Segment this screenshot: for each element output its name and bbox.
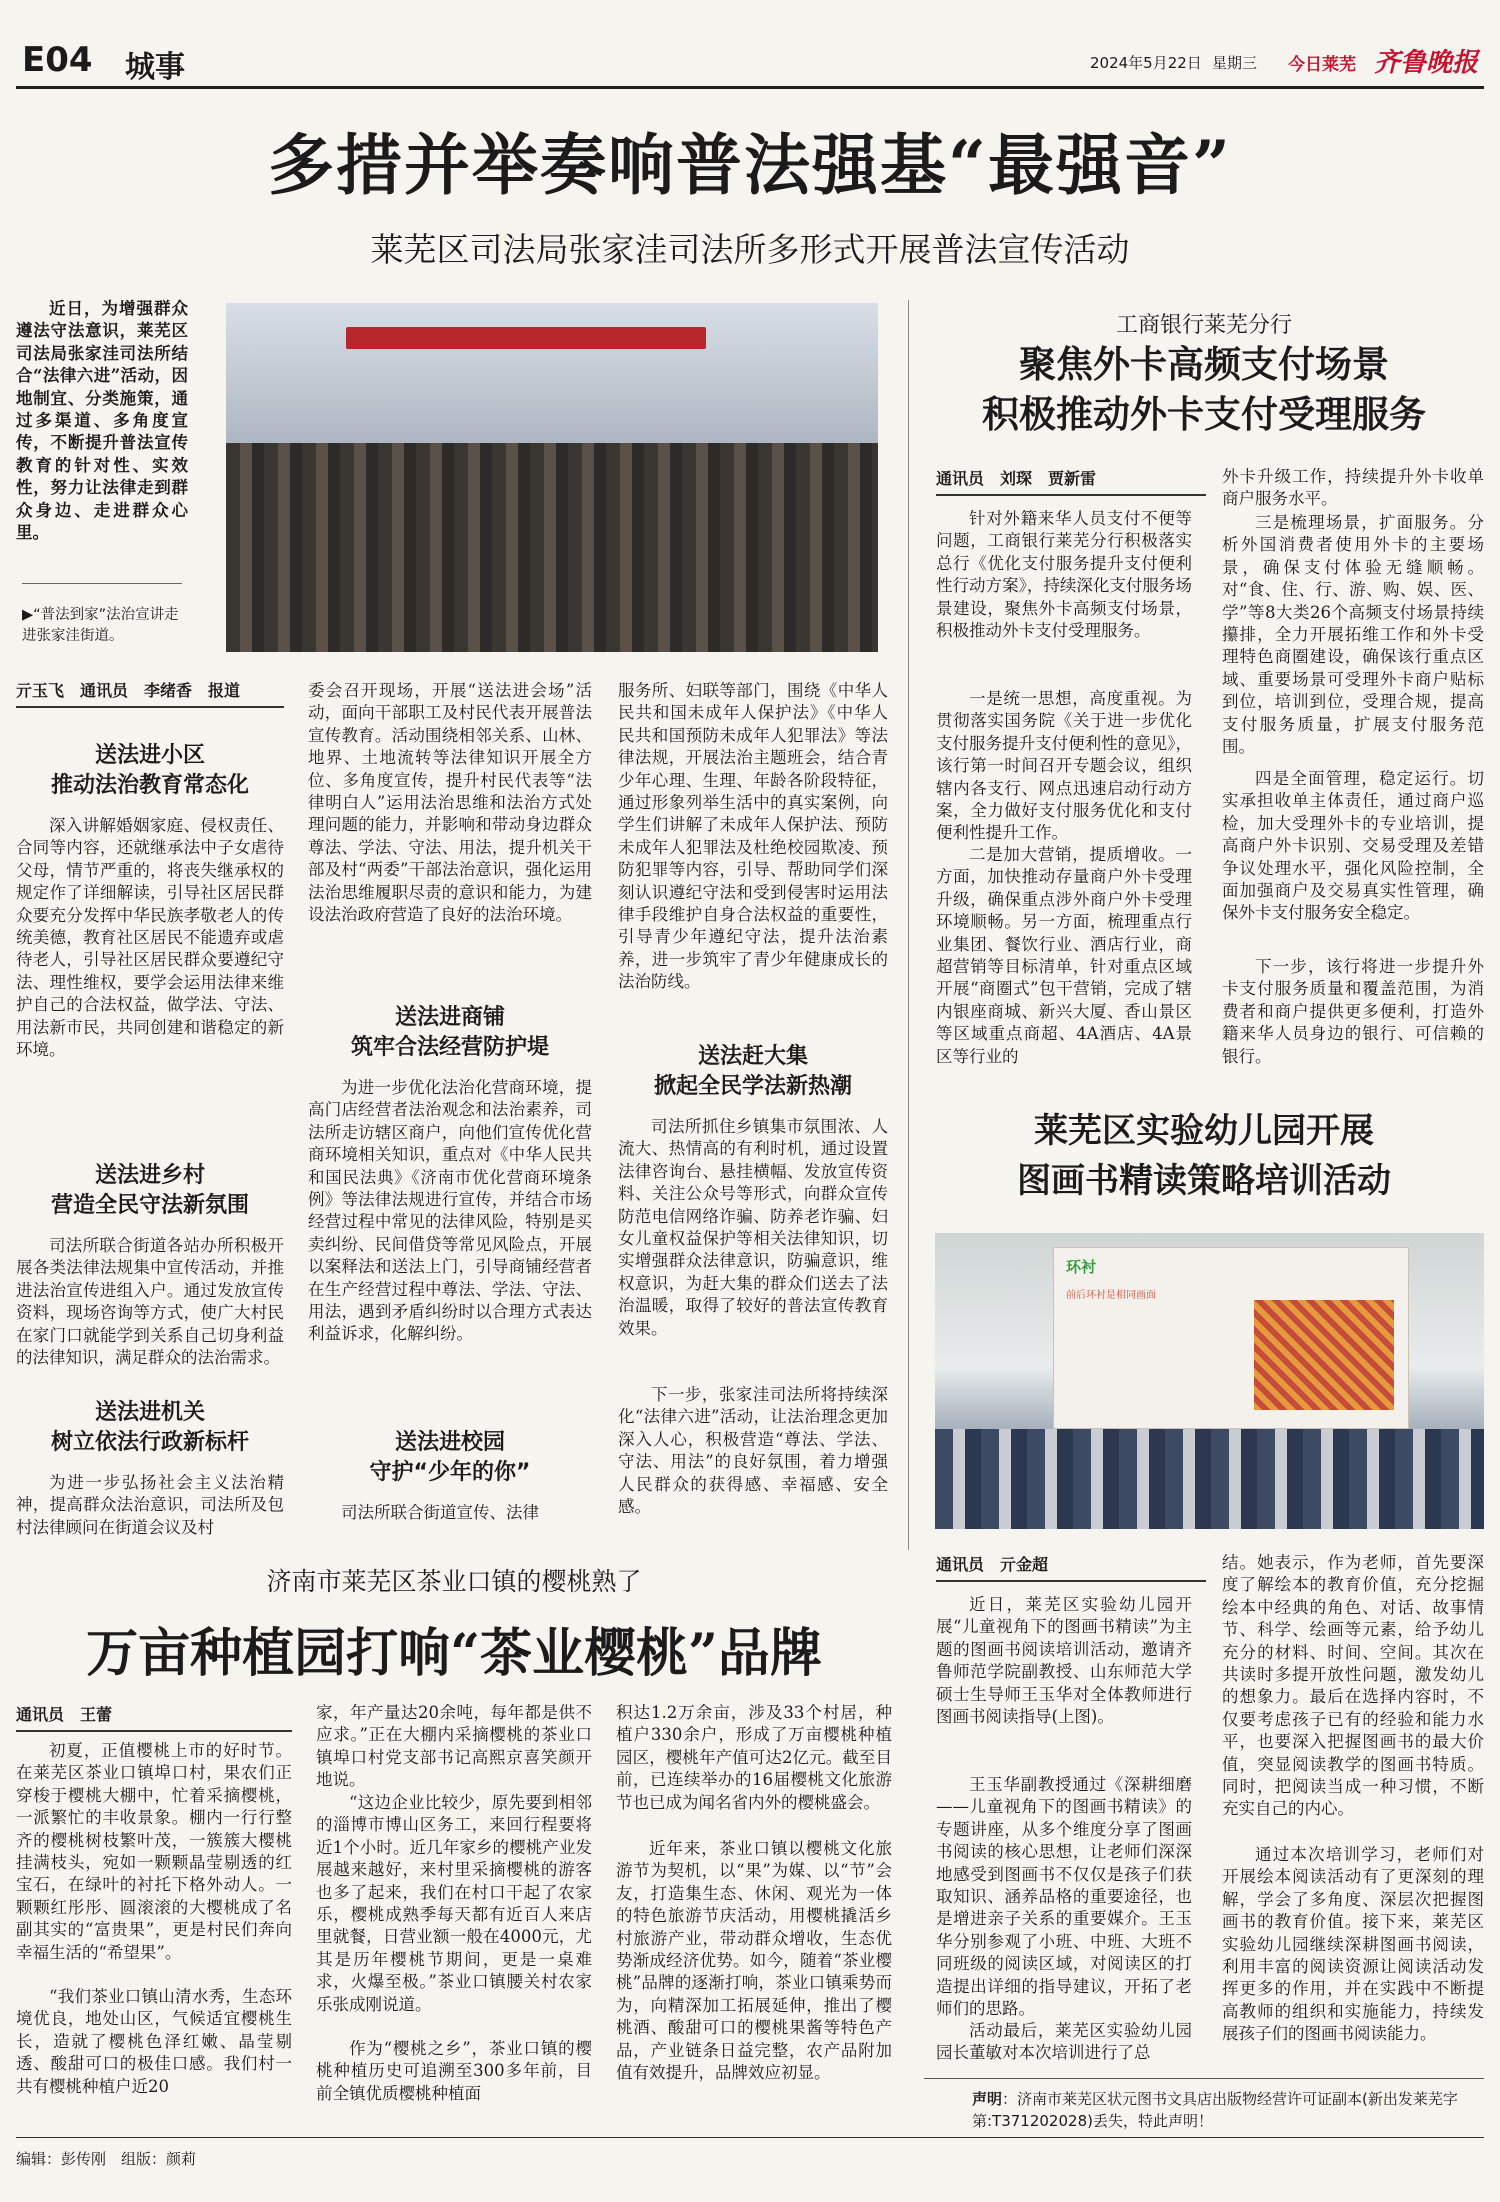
a4-para3: 家，年产量达20余吨，每年都是供不应求。”正在大棚内采摘樱桃的茶业口镇埠口村党支部书记高熙京喜笑颜开地说。 [316,1703,592,1790]
a3-photo-training [935,1233,1484,1529]
a2-para4: 外卡升级工作，持续提升外卡收单商户服务水平。 [1222,467,1484,509]
issue-weekday: 星期三 [1212,54,1258,72]
a4-byline: 通讯员 王蕾 [16,1702,292,1732]
audience-teachers [935,1429,1484,1529]
a2-headline-1: 聚焦外卡高频支付场景 [1019,342,1389,386]
a1-para5: 为进一步优化法治化营商环境，提高门店经营者法治观念和法治素养，司法所走访辖区商户，向他们宣传优化营商环境相关知识，重点对《中华人民共和国民法典》《济南市优化营商环境条例》等法律法规进行宣传，并结合市场经营过程中常见的法律风险，特别是买卖纠纷、民间借贷等常见风险点，开展以案释法和送法上门，引导商铺经营者在生产经营过程中尊法、学法、守法、用法，遇到矛盾纠纷时以合理方式表达利益诉求，化解纠纷。 [308,1078,592,1344]
a4-kicker-text: 济南市莱芜区茶业口镇的樱桃熟了 [266,1567,642,1596]
a1-sub1b: 推动法治教育常态化 [50,773,249,798]
a1-byline: 亓玉飞 通讯员 李绪香 报道 [16,678,284,708]
a4-para6: 积达1.2万余亩，涉及33个村居，种植户330余户，形成了万亩樱桃种植园区，樱桃年产值可达2亿元。截至目前，已连续举办的16届樱桃文化旅游节也已成为闻名省内外的樱桃盛会。 [616,1703,892,1812]
a4-para2: “我们茶业口镇山清水秀，生态环境优良，地处山区，气候适宜樱桃生长，造就了樱桃色泽红嫩、晶莹剔透、酸甜可口的极佳口感。我们村一共有樱桃种植户近20 [16,1987,292,2096]
a4-kicker [16,1562,892,1598]
a1-sub4: 送法进商铺 [394,1005,505,1030]
a3-byline: 通讯员 亓金超 [936,1552,1206,1582]
a1-subheadline: 莱芜区司法局张家洼司法所多形式开展普法宣传活动 [370,230,1130,269]
a2-para1: 针对外籍来华人员支付不便等问题，工商银行莱芜分行积极落实总行《优化支付服务提升支付便利性行动方案》，持续深化支付服务场景建设，聚焦外卡高频支付场景，积极推动外卡支付受理服务。 [936,509,1192,641]
masthead-logo: 齐鲁晚报 [1374,48,1479,78]
a4-para5: 作为“樱桃之乡”，茶业口镇的樱桃种植历史可追溯至300多年前，目前全镇优质樱桃种植面 [316,2039,592,2103]
header-rule [16,86,1484,89]
page-number: E04 [22,40,93,80]
a4-para4: “这边企业比较少，原先要到相邻的淄博市博山区务工，来回行程要将近1个小时。近几年家乡的樱桃产业发展越来越好，来村里采摘樱桃的游客也多了起来，我们在村口干起了农家乐，樱桃成熟季每天都有近百人来店里就餐，日营业额一般在4000元，尤其是历年樱桃节期间，更是一桌难求，火爆至极。”茶业口镇腰关村农家乐张成刚说道。 [316,1793,592,2014]
a1-para4: 委会召开现场，开展“送法进会场”活动，面向干部职工及村民代表开展普法宣传教育。活动围绕相邻关系、山林、地界、土地流转等法律知识开展全方位、多角度宣传，提升村民代表等“法律明白人”运用法治思维和法治方式处理问题的能力，并影响和带动身边群众尊法、学法、守法、用法，提升机关干部及村“两委”干部法治意识，强化运用法治思维履职尽责的意识和能力，为建设法治政府营造了良好的法治环境。 [308,681,592,925]
a1-sub2b: 营造全民守法新氛围 [50,1193,249,1218]
a1-sub2: 送法进乡村 [94,1163,205,1188]
a1-para1: 深入讲解婚姻家庭、侵权责任、合同等内容，还就继承法中子女虐待父母，情节严重的，将丧失继承权的规定作了详细解读，引导社区居民群众要充分发挥中华民族孝敬老人的传统美德，教育社区居民不能遗弃或虐待老人，引导社区居民群众要遵纪守法、理性维权，要学会运用法律来维护自己的合法权益，做学法、守法、用法新市民，共同创建和谐稳定的新环境。 [16,816,284,1060]
slide-logo: 环衬 [1066,1258,1097,1276]
a2-kicker: 工商银行莱芜分行 [1115,313,1292,338]
a3-para4: 结。她表示，作为老师，首先要深度了解绘本的教育价值，充分挖掘绘本中经典的角色、对话、故事情节、科学、绘画等元素，给予幼儿充分的材料、时间、空间。其次在共读时多提开放性问题，激发幼儿的想象力。最后在选择内容时，不仅要考虑孩子已有的经验和能力水平，也要深入把握图画书的最大价值，突显阅读教学的图画书特质。同时，把阅读当成一种习惯，不断充实自己的内心。 [1222,1553,1484,1819]
a3-para1: 近日，莱芜区实验幼儿园开展“儿童视角下的图画书精读”为主题的图画书阅读培训活动，邀请齐鲁师范学院副教授、山东师范大学硕士生导师王玉华对全体教师进行图画书阅读指导(上图)。 [936,1595,1192,1727]
a1-sub1: 送法进小区 [94,743,205,768]
projector-slide [1053,1247,1409,1429]
a1-para8: 司法所抓住乡镇集市氛围浓、人流大、热情高的有利时机，通过设置法律咨询台、悬挂横幅、发放宣传资料、关注公众号等形式，向群众宣传防范电信网络诈骗、防养老诈骗、妇女儿童权益保护等相关法律知识，切实增强群众法律意识，防骗意识，维权意识，为赶大集的群众们送去了法治温暖，取得了较好的普法宣传教育效果。 [618,1117,888,1338]
editor-credit: 编辑：彭传刚 组版：颜莉 [16,2150,197,2168]
a1-para3: 为进一步弘扬社会主义法治精神，提高群众法治意识，司法所及包村法律顾问在街道会议及村 [16,1473,284,1537]
a2-byline: 通讯员 刘琛 贾新雷 [936,466,1206,496]
a4-para1: 初夏，正值樱桃上市的好时节。在莱芜区茶业口镇埠口村，果农们正穿梭于樱桃大棚中，忙着采摘樱桃，一派繁忙的丰收景象。棚内一行行整齐的樱桃树枝繁叶茂，一簇簇大樱桃挂满枝头，宛如一颗颗晶莹剔透的红宝石，在绿叶的衬托下格外动人。一颗颗红彤彤、圆滚滚的大樱桃成了名副其实的“富贵果”，更是村民们奔向幸福生活的“希望果”。 [16,1741,292,1962]
a1-lead: 近日，为增强群众遵法守法意识，莱芜区司法局张家洼司法所结合“法律六进”活动，因地制宜、分类施策，通过多渠道、多角度宣传，不断提升普法宣传教育的针对性、实效性，努力让法律走到群众身边、走进群众心里。 [16,299,188,543]
a1-photo-lecture [226,303,878,652]
a2-para7: 下一步，该行将进一步提升外卡支付服务质量和覆盖范围，为消费者和商户提供更多便利，打造外籍来华人员身边的银行、可信赖的银行。 [1222,957,1484,1066]
audience [226,443,878,652]
a1-para6: 司法所联合街道宣传、法律 [341,1503,539,1522]
a3-para3: 活动最后，莱芜区实验幼儿园园长董敏对本次培训进行了总 [936,2021,1192,2063]
a1-sub5b: 守护“少年的你” [369,1460,531,1485]
notice-text: ：济南市莱芜区状元图书文具店出版物经营许可证副本(新出发莱芜字第:T371202028)丢失，特此声明！ [972,2090,1458,2130]
a1-sub3: 送法进机关 [94,1400,205,1425]
a1-para2: 司法所联合街道各站办所积极开展各类法律法规集中宣传活动，并推进法治宣传进组入户。通过发放宣传资料，现场咨询等方式，使广大村民在家门口就能学到关系自己切身利益的法律知识，满足群众的法治需求。 [16,1236,284,1368]
legal-notice [972,2088,1484,2132]
a1-sub6b: 掀起全民学法新热潮 [653,1074,852,1099]
a3-para5: 通过本次培训学习，老师们对开展绘本阅读活动有了更深刻的理解，学会了多角度、深层次把握图画书的教育价值。接下来，莱芜区实验幼儿园继续深耕图画书阅读，利用丰富的阅读资源让阅读活动发挥更多的作用，并在实践中不断提高教师的组织和实施能力，持续发展孩子们的图画书阅读能力。 [1222,1845,1484,2044]
a1-lead-divider [22,583,182,584]
a3-headline-1: 莱芜区实验幼儿园开展 [1034,1111,1374,1151]
notice-rule [924,2078,1484,2079]
a1-sub6: 送法赶大集 [697,1044,808,1069]
a1-para7: 服务所、妇联等部门，围绕《中华人民共和国未成年人保护法》《中华人民共和国预防未成年人犯罪法》等法律法规，开展法治主题班会，结合青少年心理、生理、年龄各阶段特征，通过形象列举生活中的真实案例，向学生们讲解了未成年人保护法、预防未成年人犯罪法及杜绝校园欺凌、预防犯罪等内容，引导、帮助同学们深刻认识遵纪守法和受到侵害时运用法律手段维护自身合法权益的重要性，引导青少年遵纪守法，提升法治素养，进一步筑牢了青少年健康成长的法治防线。 [618,681,888,992]
a2-para2: 一是统一思想，高度重视。为贯彻落实国务院《关于进一步优化支付服务提升支付便利性的意见》，该行第一时间召开专题会议，组织辖内各支行、网点迅速启动行动方案，全力做好支付服务优化和支付便利性提升工作。 [936,689,1192,843]
section-name: 城事 [125,50,185,85]
footer-rule [16,2137,1484,2138]
notice-label: 声明 [972,2090,1003,2108]
stage-banner [346,327,706,349]
issue-date: 2024年5月22日 [1090,54,1202,72]
a1-sub5: 送法进校园 [394,1430,505,1455]
a2-headline-2: 积极推动外卡支付受理服务 [982,392,1426,436]
a1-sub4b: 筑牢合法经营防护堤 [350,1035,549,1060]
a3-para2: 王玉华副教授通过《深耕细磨——儿童视角下的图画书精读》的专题讲座，从多个维度分享了图画书阅读的核心思想，让老师们深深地感受到图画书不仅仅是孩子们获取知识、涵养品格的重要途径，也是增进亲子关系的重要媒介。王玉华分别参观了小班、中班、大班不同班级的阅读区域，对阅读区的打造提出详细的指导建议，开拓了老师们的思路。 [936,1775,1192,2019]
a2-para6: 四是全面管理，稳定运行。切实承担收单主体责任，通过商户巡检，加大受理外卡的专业培训，提高商户外卡识别、交易受理及差错争议处理水平，强化风险控制，全面加强商户及交易真实性管理，确保外卡支付服务安全稳定。 [1222,769,1484,923]
a4-para7: 近年来，茶业口镇以樱桃文化旅游节为契机，以“果”为媒、以“节”会友，打造集生态、休闲、观光为一体的特色旅游节庆活动，用樱桃撬活乡村旅游产业，带动群众增收，生态优势渐成经济优势。如今，随着“茶业樱桃”品牌的逐渐打响，茶业口镇乘势而为，向精深加工拓展延伸，推出了樱桃酒、酸甜可口的樱桃果酱等特色产品，产业链条日益完整，农产品附加值有效提升，品牌效应初显。 [616,1839,892,2083]
a4-headline: 万亩种植园打响“茶业樱桃”品牌 [86,1623,822,1684]
edition-tag: 今日莱芜 [1288,55,1356,75]
a1-headline: 多措并举奏响普法强基“最强音” [268,126,1232,204]
a1-para9: 下一步，张家洼司法所将持续深化“法律六进”活动，让法治理念更加深入人心，积极营造“尊法、学法、守法、用法”的良好氛围，着力增强人民群众的获得感、幸福感、安全感。 [618,1385,888,1517]
a1-sub3b: 树立依法行政新标杆 [50,1430,249,1455]
a3-headline-2: 图画书精读策略培训活动 [1017,1161,1391,1201]
a2-para3: 二是加大营销，提质增收。一方面，加快推动存量商户外卡受理升级，确保重点涉外商户外卡受理环境顺畅。另一方面，梳理重点行业集团、餐饮行业、酒店行业，商超营销等目标清单，针对重点区域开展“商圈式”包干营销，完成了辖内银座商城、新兴大厦、香山景区等区域重点商超、4A酒店、4A景区等行业的 [936,845,1192,1066]
column-divider [908,300,909,1550]
a1-photo-caption: ▶“普法到家”法治宣讲走进张家洼街道。 [22,607,179,644]
slide-pattern [1254,1300,1394,1410]
a2-para5: 三是梳理场景，扩面服务。分析外国消费者使用外卡的主要场景，确保支付体验无缝顺畅。对“食、住、行、游、购、娱、医、学”等8大类26个高频支付场景持续攥排，全力开展拓维工作和外卡受理特色商圈建设，确保该行重点区域、重要场景可受理外卡商户贴标到位，培训到位，受理合规，提高支付服务质量，扩展支付服务范围。 [1222,513,1484,757]
slide-heading: 前后环衬是相同画面 [1066,1290,1156,1301]
